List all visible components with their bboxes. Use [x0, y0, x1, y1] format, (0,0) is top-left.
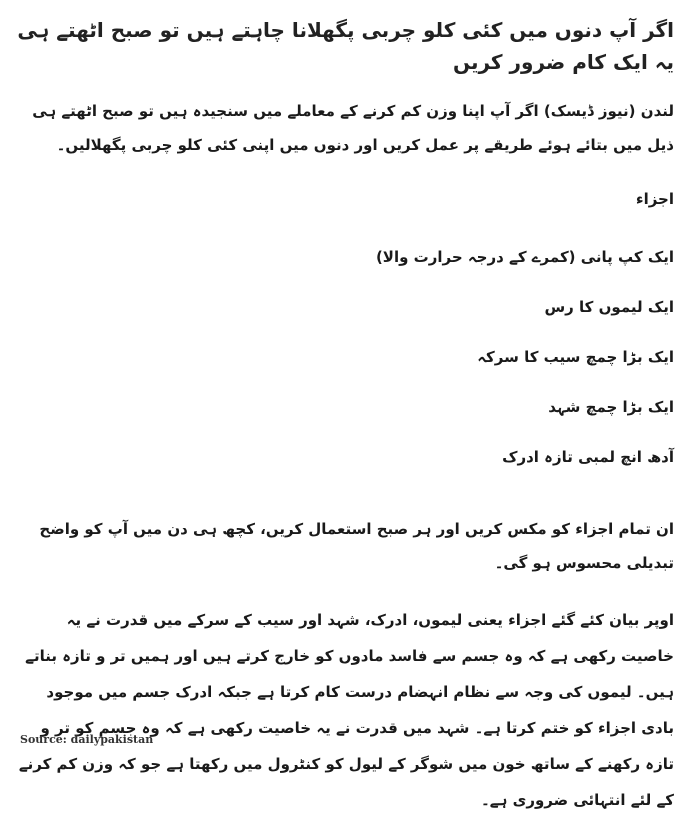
explanation-paragraph: اوپر بیان کئے گئے اجزاء یعنی لیموں، ادرک، شہد اور سیب کے سرکے میں قدرت نے یہ خاصیت رکھی ہے کہ وہ جسم سے فاسد مادوں کو خارج کرتے ہیں اور ہمیں تر و تازہ بناتے ہیں۔ لیموں کی وجہ سے نظام انہضام درست کام کرتا ہے جبکہ ادرک جسم میں موجود بادی اجزاء کو ختم کرتا ہے۔ شہد میں قدرت نے یہ خاصیت رکھی ہے کہ وہ جسم کو تر و تازہ رکھنے کے ساتھ خون میں شوگر کے لیول کو کنٹرول میں رکھتا ہے جو کہ وزن کم کرنے کے لئے انتہائی ضروری ہے۔	[18, 611, 674, 809]
ingredient-item: ایک بڑا چمچ شہد	[548, 398, 674, 416]
ingredients-label: اجزاء	[635, 190, 674, 208]
source-credit: Source: dailypakistan	[20, 733, 154, 746]
ingredient-item: آدھ انچ لمبی تازہ ادرک	[502, 448, 674, 466]
intro-paragraph: لندن (نیوز ڈیسک) اگر آپ اپنا وزن کم کرنے کے معاملے میں سنجیدہ ہیں تو صبح اٹھتے ہی ذیل میں بتائے ہوئے طریقے پر عمل کریں اور دنوں میں اپنی کئی کلو چربی پگھلالیں۔	[32, 102, 674, 154]
ingredients-list	[16, 242, 674, 492]
usage-paragraph: ان تمام اجزاء کو مکس کریں اور ہر صبح استعمال کریں، کچھ ہی دن میں آپ کو واضح تبدیلی محسوس ہو گی۔	[39, 520, 674, 572]
ingredient-item: ایک لیموں کا رس	[544, 298, 674, 316]
article-title: اگر آپ دنوں میں کئی کلو چربی پگھلانا چاہتے ہیں تو صبح اٹھتے ہی یہ ایک کام ضرور کریں	[17, 18, 674, 74]
ingredient-item: ایک بڑا چمچ سیب کا سرکہ	[477, 348, 674, 366]
ingredient-item: ایک کپ پانی (کمرے کے درجہ حرارت والا)	[375, 248, 674, 266]
